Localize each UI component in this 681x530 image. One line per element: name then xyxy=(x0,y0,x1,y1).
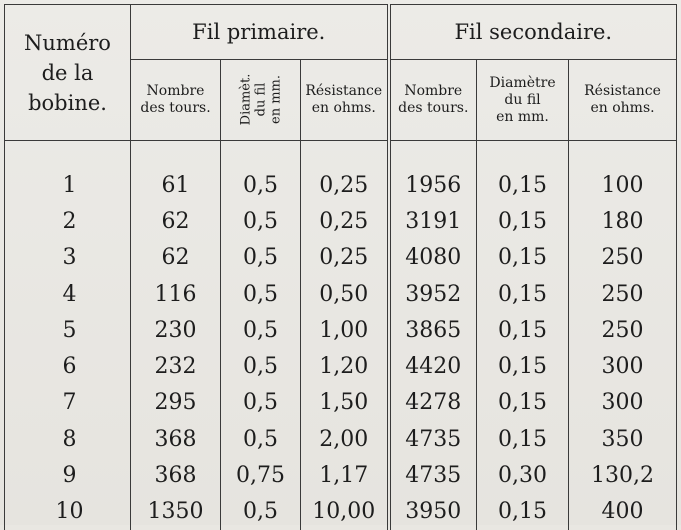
secondary-turns-cell: 4080 xyxy=(389,240,477,276)
primary-turns-cell: 232 xyxy=(131,348,221,384)
primary-turns-cell: 295 xyxy=(131,385,221,421)
secondary-turns-cell: 3950 xyxy=(389,494,477,530)
secondary-diameter-cell: 0,15 xyxy=(477,240,569,276)
primary-turns-cell: 368 xyxy=(131,421,221,457)
secondary-diameter-cell: 0,15 xyxy=(477,421,569,457)
secondary-turns-cell: 3952 xyxy=(389,276,477,312)
primary-diameter-header: Diamèt. du fil en mm. xyxy=(221,60,301,141)
secondary-resistance-cell: 180 xyxy=(569,203,677,239)
secondary-resistance-cell: 400 xyxy=(569,494,677,530)
secondary-diameter-header: Diamètre du fil en mm. xyxy=(477,60,569,141)
table-row xyxy=(5,240,677,276)
table-row xyxy=(5,385,677,421)
coil-table xyxy=(4,4,677,530)
secondary-turns-cell: 4735 xyxy=(389,457,477,493)
primary-resistance-cell: 1,20 xyxy=(301,348,389,384)
secondary-diameter-cell: 0,15 xyxy=(477,312,569,348)
numero-cell: 8 xyxy=(5,421,131,457)
primary-resistance-cell: 1,17 xyxy=(301,457,389,493)
secondary-turns-cell: 1956 xyxy=(389,141,477,204)
primary-turns-cell: 62 xyxy=(131,203,221,239)
primary-diameter-cell: 0,5 xyxy=(221,494,301,530)
primary-diameter-cell: 0,5 xyxy=(221,276,301,312)
secondary-turns-cell: 3865 xyxy=(389,312,477,348)
numero-cell: 4 xyxy=(5,276,131,312)
primary-turns-cell: 116 xyxy=(131,276,221,312)
numero-header xyxy=(5,5,131,141)
primary-turns-cell: 61 xyxy=(131,141,221,204)
numero-cell: 10 xyxy=(5,494,131,530)
primary-resistance-cell: 2,00 xyxy=(301,421,389,457)
table-row xyxy=(5,141,677,204)
secondary-resistance-cell: 100 xyxy=(569,141,677,204)
secondary-resistance-cell: 250 xyxy=(569,240,677,276)
secondary-diameter-cell: 0,15 xyxy=(477,141,569,204)
secondary-resistance-cell: 250 xyxy=(569,312,677,348)
primary-diameter-cell: 0,5 xyxy=(221,141,301,204)
secondary-diameter-cell: 0,15 xyxy=(477,203,569,239)
table-row xyxy=(5,457,677,493)
secondary-resistance-cell: 350 xyxy=(569,421,677,457)
numero-cell: 9 xyxy=(5,457,131,493)
primary-turns-cell: 230 xyxy=(131,312,221,348)
primary-diameter-cell: 0,5 xyxy=(221,385,301,421)
secondary-resistance-cell: 300 xyxy=(569,385,677,421)
primary-diameter-cell: 0,5 xyxy=(221,203,301,239)
primary-diameter-cell: 0,5 xyxy=(221,240,301,276)
secondary-diameter-cell: 0,15 xyxy=(477,494,569,530)
primary-resistance-cell: 0,50 xyxy=(301,276,389,312)
table-row xyxy=(5,276,677,312)
table-header xyxy=(5,5,677,141)
table-row xyxy=(5,421,677,457)
primary-resistance-header: Résistance en ohms. xyxy=(301,60,389,141)
primary-group-header: Fil primaire. xyxy=(131,5,389,60)
secondary-resistance-header: Résistance en ohms. xyxy=(569,60,677,141)
numero-cell: 7 xyxy=(5,385,131,421)
numero-header-label: Numéro de la bobine. xyxy=(24,30,111,115)
secondary-turns-cell: 4278 xyxy=(389,385,477,421)
table-row xyxy=(5,312,677,348)
secondary-diameter-cell: 0,15 xyxy=(477,348,569,384)
primary-resistance-cell: 10,00 xyxy=(301,494,389,530)
primary-resistance-cell: 1,50 xyxy=(301,385,389,421)
secondary-resistance-cell: 300 xyxy=(569,348,677,384)
primary-diameter-cell: 0,5 xyxy=(221,348,301,384)
primary-resistance-cell: 0,25 xyxy=(301,240,389,276)
primary-turns-cell: 1350 xyxy=(131,494,221,530)
secondary-group-header: Fil secondaire. xyxy=(389,5,677,60)
table-body xyxy=(5,141,677,530)
table-row xyxy=(5,203,677,239)
numero-cell: 1 xyxy=(5,141,131,204)
secondary-turns-cell: 3191 xyxy=(389,203,477,239)
secondary-diameter-cell: 0,30 xyxy=(477,457,569,493)
primary-diameter-cell: 0,5 xyxy=(221,421,301,457)
table-row xyxy=(5,348,677,384)
secondary-diameter-cell: 0,15 xyxy=(477,276,569,312)
secondary-resistance-cell: 130,2 xyxy=(569,457,677,493)
numero-cell: 6 xyxy=(5,348,131,384)
secondary-turns-header: Nombre des tours. xyxy=(389,60,477,141)
primary-turns-cell: 62 xyxy=(131,240,221,276)
secondary-turns-cell: 4420 xyxy=(389,348,477,384)
numero-cell: 2 xyxy=(5,203,131,239)
primary-turns-cell: 368 xyxy=(131,457,221,493)
numero-cell: 3 xyxy=(5,240,131,276)
secondary-diameter-cell: 0,15 xyxy=(477,385,569,421)
numero-cell: 5 xyxy=(5,312,131,348)
primary-diameter-cell: 0,5 xyxy=(221,312,301,348)
primary-resistance-cell: 0,25 xyxy=(301,141,389,204)
secondary-resistance-cell: 250 xyxy=(569,276,677,312)
primary-resistance-cell: 0,25 xyxy=(301,203,389,239)
primary-diameter-cell: 0,75 xyxy=(221,457,301,493)
secondary-turns-cell: 4735 xyxy=(389,421,477,457)
primary-resistance-cell: 1,00 xyxy=(301,312,389,348)
primary-turns-header: Nombre des tours. xyxy=(131,60,221,141)
